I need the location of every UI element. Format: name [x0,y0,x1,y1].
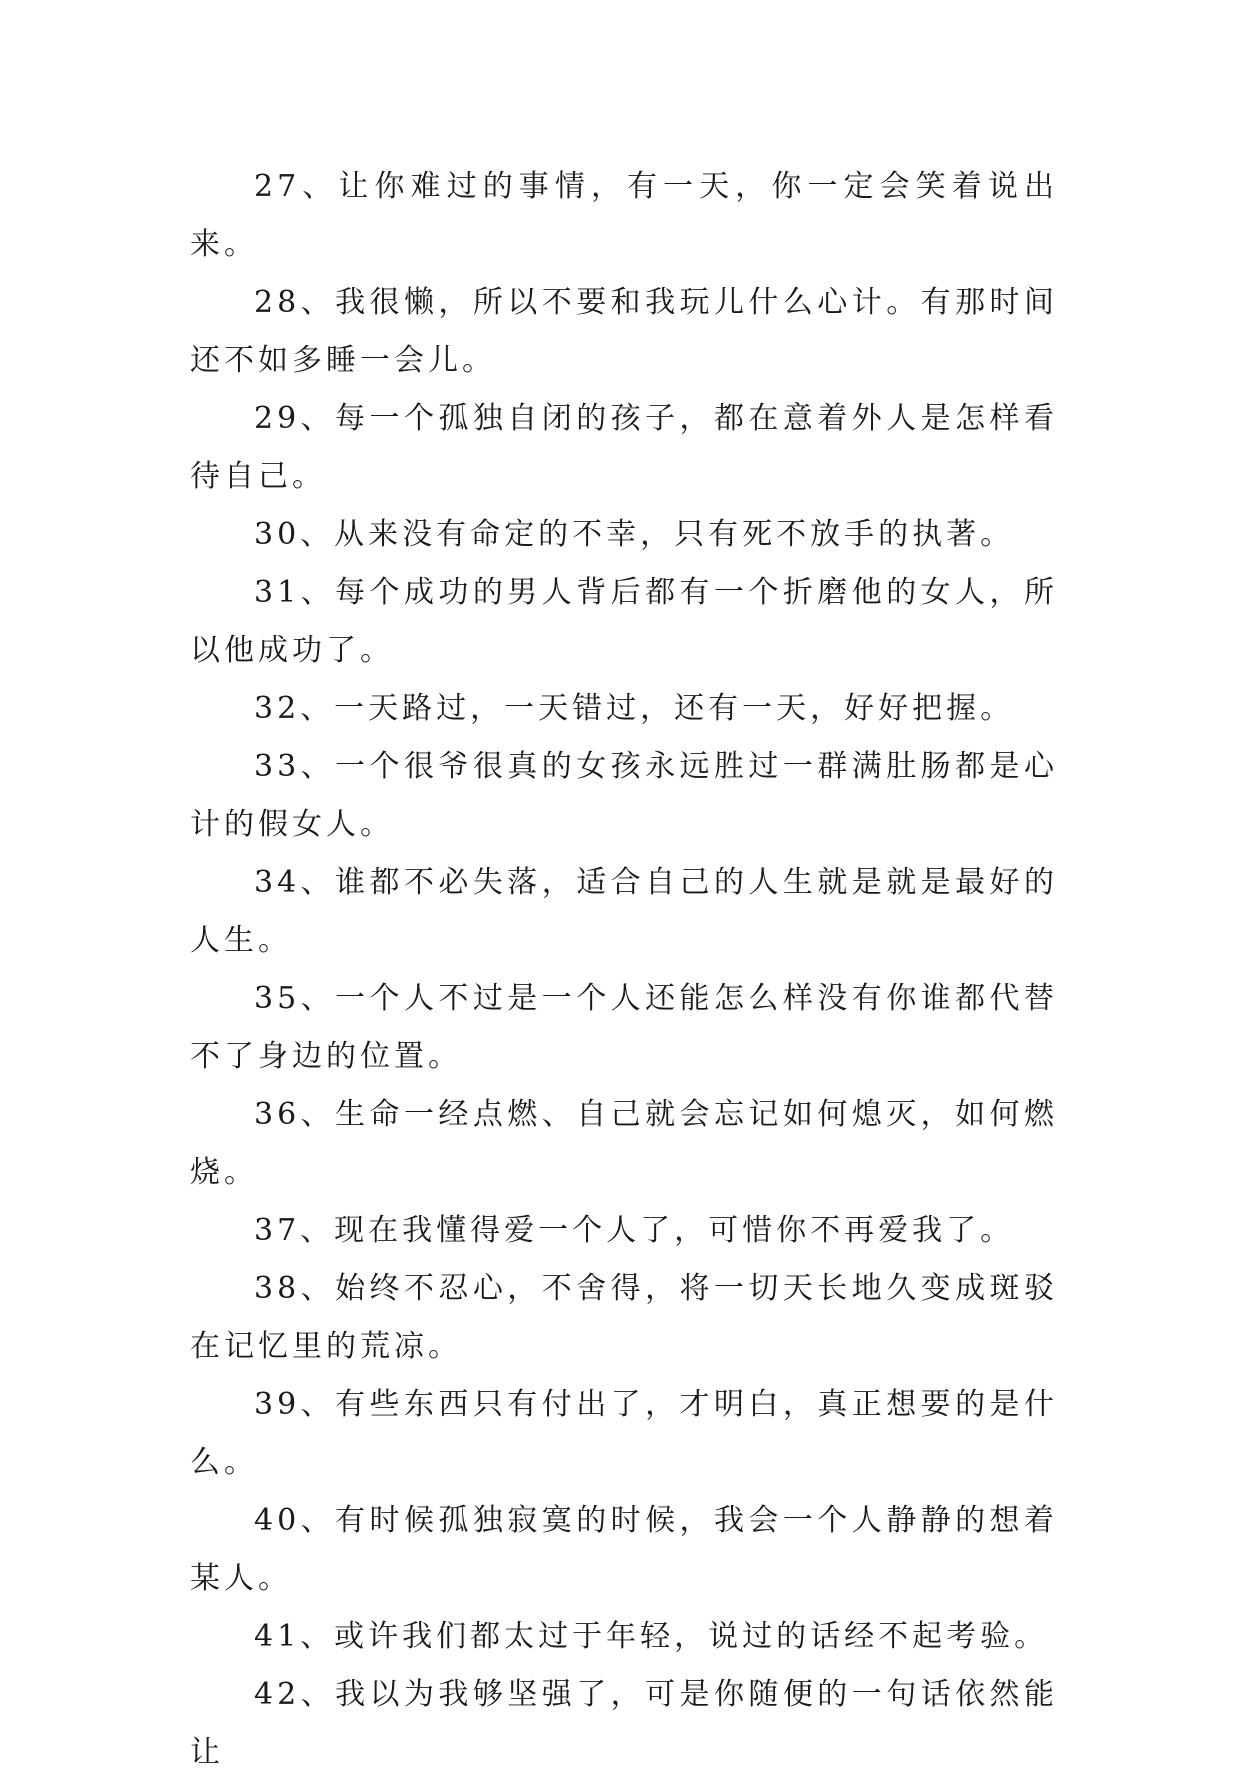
paragraph: 27、让你难过的事情，有一天，你一定会笑着说出来。 [190,169,1058,262]
paragraph: 36、生命一经点燃、自己就会忘记如何熄灭，如何燃烧。 [190,1097,1058,1190]
paragraph: 39、有些东西只有付出了，才明白，真正想要的是什么。 [190,1387,1058,1480]
paragraph: 41、或许我们都太过于年轻，说过的话经不起考验。 [254,1619,1049,1654]
paragraph: 30、从来没有命定的不幸，只有死不放手的执著。 [254,517,1015,552]
paragraph: 31、每个成功的男人背后都有一个折磨他的女人，所以他成功了。 [190,575,1058,668]
paragraph: 29、每一个孤独自闭的孩子，都在意着外人是怎样看待自己。 [190,401,1058,494]
paragraph: 40、有时候孤独寂寞的时候，我会一个人静静的想着某人。 [190,1503,1058,1596]
paragraph: 34、谁都不必失落，适合自己的人生就是就是最好的人生。 [190,865,1058,958]
paragraph: 33、一个很爷很真的女孩永远胜过一群满肚肠都是心计的假女人。 [190,749,1058,842]
paragraph: 38、始终不忍心，不舍得，将一切天长地久变成斑驳在记忆里的荒凉。 [190,1271,1058,1364]
paragraph: 37、现在我懂得爱一个人了，可惜你不再爱我了。 [254,1213,1015,1248]
paragraph: 32、一天路过，一天错过，还有一天，好好把握。 [254,691,1015,726]
paragraph: 42、我以为我够坚强了，可是你随便的一句话依然能让 [190,1677,1058,1770]
document-body [190,158,1058,1782]
paragraph: 28、我很懒，所以不要和我玩儿什么心计。有那时间还不如多睡一会儿。 [190,285,1058,378]
paragraph: 35、一个人不过是一个人还能怎么样没有你谁都代替不了身边的位置。 [190,981,1058,1074]
